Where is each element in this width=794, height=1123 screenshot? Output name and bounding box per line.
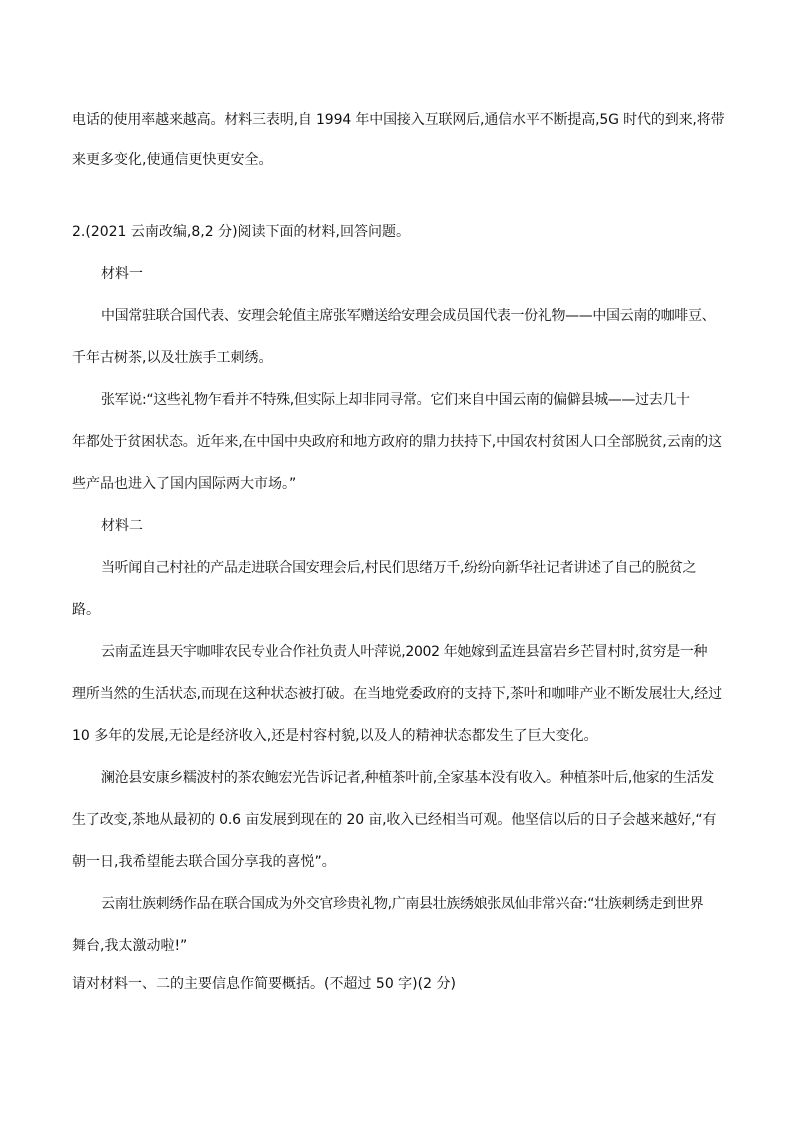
material-heading: 材料一 — [101, 266, 143, 282]
text-line: 10 多年的发展,无论是经济收入,还是村容村貌,以及人的精神状态都发生了巨大变化。 — [72, 728, 598, 744]
text-line: 中国常驻联合国代表、安理会轮值主席张军赠送给安理会成员国代表一份礼物——中国云南的咖啡豆、 — [101, 308, 716, 324]
text-line: 千年古树茶,以及壮族手工刺绣。 — [72, 350, 273, 366]
text-line: 舞台,我太激动啦!” — [72, 938, 188, 954]
text-line: 云南孟连县天宇咖啡农民专业合作社负责人叶萍说,2002 年她嫁到孟连县富岩乡芒冒村时,贫穷是一种 — [101, 644, 708, 660]
material-heading: 材料二 — [101, 518, 143, 534]
text-line: 电话的使用率越来越高。材料三表明,自 1994 年中国接入互联网后,通信水平不断提高,5G 时代的到来,将带 — [72, 112, 725, 128]
text-line: 年都处于贫困状态。近年来,在中国中央政府和地方政府的鼎力扶持下,中国农村贫困人口全部脱贫,云南的这 — [72, 434, 722, 450]
text-line: 来更多变化,使通信更快更安全。 — [72, 152, 273, 168]
text-line: 路。 — [72, 602, 100, 618]
text-line: 当听闻自己村社的产品走进联合国安理会后,村民们思绪万千,纷纷向新华社记者讲述了自己的脱贫之 — [101, 560, 697, 576]
text-line: 朝一日,我希望能去联合国分享我的喜悦”。 — [72, 854, 336, 870]
text-line: 些产品也进入了国内国际两大市场。” — [72, 476, 297, 492]
text-line: 云南壮族刺绣作品在联合国成为外交官珍贵礼物,广南县壮族绣娘张凤仙非常兴奋:“壮族刺绣走到世界 — [101, 896, 704, 912]
text-line: 澜沧县安康乡糯波村的茶农鲍宏光告诉记者,种植茶叶前,全家基本没有收入。种植茶叶后,他家的生活发 — [101, 770, 714, 786]
question-prompt: 请对材料一、二的主要信息作简要概括。(不超过 50 字)(2 分) — [72, 976, 456, 992]
text-line: 生了改变,茶地从最初的 0.6 亩发展到现在的 20 亩,收入已经相当可观。他坚信以后的日子会越来越好,“有 — [72, 812, 717, 828]
text-line: 理所当然的生活状态,而现在这种状态被打破。在当地党委政府的支持下,茶叶和咖啡产业不断发展壮大,经过 — [72, 686, 722, 702]
question-heading: 2.(2021 云南改编,8,2 分)阅读下面的材料,回答问题。 — [72, 224, 410, 240]
text-line: 张军说:“这些礼物乍看并不特殊,但实际上却非同寻常。它们来自中国云南的偏僻县城——过去几十 — [101, 392, 690, 408]
